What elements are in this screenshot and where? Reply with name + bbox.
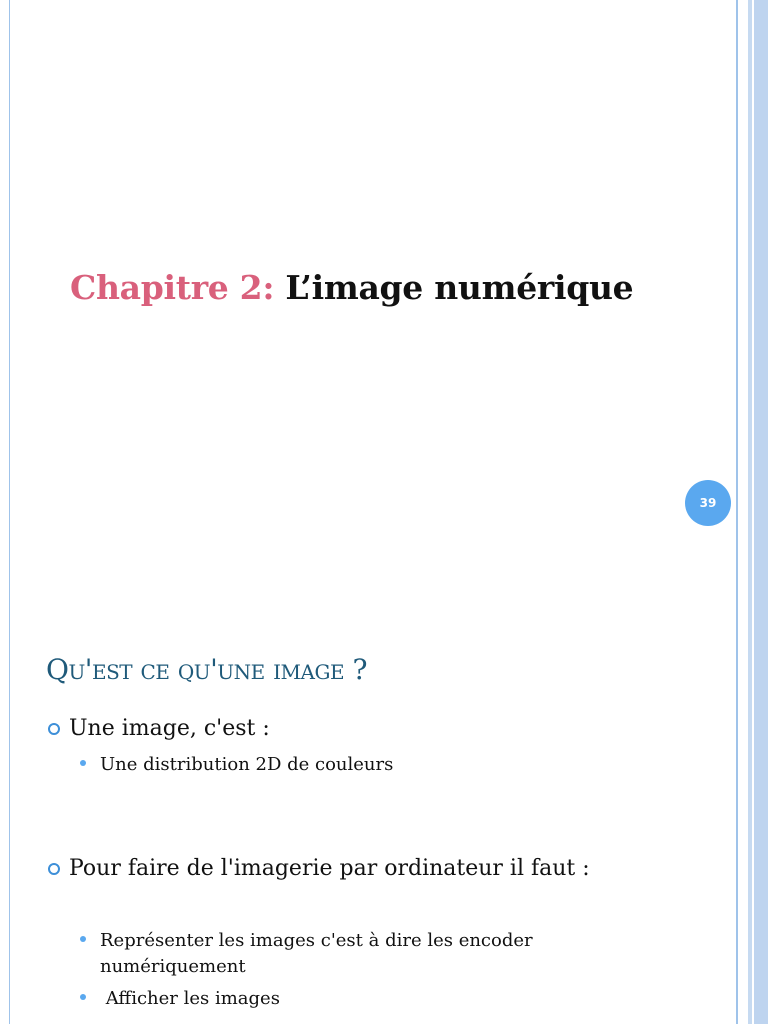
- bullet-item: [48, 716, 270, 741]
- sub-bullet-item: [80, 986, 620, 1012]
- page-number: 39: [699, 496, 717, 510]
- page-number-badge: [685, 480, 731, 526]
- dot-bullet-icon: [80, 760, 86, 766]
- sub-bullet-item: [80, 752, 680, 778]
- dot-bullet-icon: [80, 994, 86, 1000]
- bullet-item: [48, 856, 590, 881]
- title-chapter-prefix: Chapitre 2:: [70, 268, 275, 307]
- right-frame-line: [736, 0, 738, 1024]
- dot-bullet-icon: [80, 936, 86, 942]
- right-decorative-bar: [748, 0, 768, 1024]
- title-text: L’image numérique: [285, 268, 634, 307]
- sub-bullet-text: Représenter les images c'est à dire les encoder numériquement: [100, 930, 533, 977]
- sub-bullet-item: [80, 928, 620, 980]
- sub-bullet-text: Afficher les images: [100, 988, 280, 1009]
- left-frame-line: [9, 0, 10, 1024]
- bullet-text: Pour faire de l'imagerie par ordinateur il faut :: [69, 856, 590, 881]
- ring-bullet-icon: [48, 863, 60, 875]
- ring-bullet-icon: [48, 723, 60, 735]
- section-heading: Qu'est ce qu'une image ?: [46, 653, 367, 686]
- sub-bullet-text: Une distribution 2D de couleurs: [100, 754, 394, 775]
- bullet-text: Une image, c'est :: [69, 716, 270, 741]
- slide-title: [70, 268, 730, 307]
